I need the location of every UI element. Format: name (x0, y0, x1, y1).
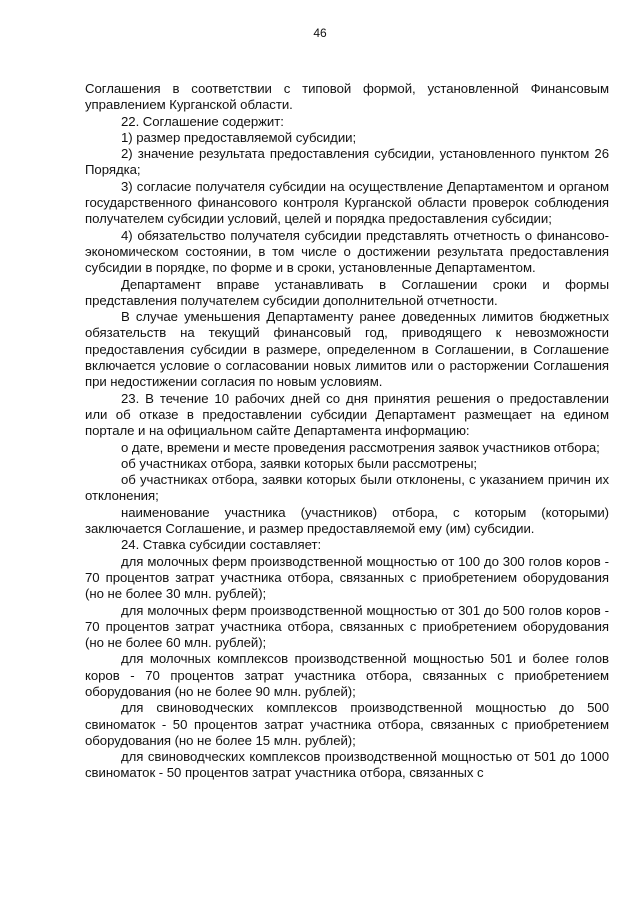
paragraph-22-item-1: 1) размер предоставляемой субсидии; (121, 129, 357, 145)
paragraph-24-dairy-501-plus: для молочных комплексов производственной мощностью 501 и более голов коров - 70 процентов затрат участника отбора, связанных с приобретением оборудования (но не более 90 млн. рублей); (85, 651, 609, 699)
paragraph-continuation: Соглашения в соответствии с типовой формой, установленной Финансовым управлением Курганской области. (85, 81, 609, 113)
paragraph-24-heading: 24. Ставка субсидии составляет: (121, 537, 322, 553)
paragraph-23-item-considered: об участниках отбора, заявки которых были рассмотрены; (121, 455, 477, 471)
paragraph-reporting-right: Департамент вправе устанавливать в Соглашении сроки и формы представления получателем субсидии дополнительной отчетности. (85, 276, 609, 308)
paragraph-limits-reduction: В случае уменьшения Департаменту ранее доведенных лимитов бюджетных обязательств на текущий финансовый год, приводящего к невозможности предоставления субсидии в размере, определенном в Соглашении, в Соглашение включается условие о согласовании новых лимитов или о расторжении Соглашения при недостижении согласия по новым условиям. (85, 309, 609, 390)
paragraph-23-item-winner: наименование участника (участников) отбора, с которым (которыми) заключается Соглашение, и размер предоставляемой ему (им) субсидии. (85, 504, 609, 537)
paragraph-24-pig-501-1000: для свиноводческих комплексов производственной мощностью от 501 до 1000 свиноматок - 50 процентов затрат участника отбора, связанных с (85, 749, 609, 781)
paragraph-22-item-3: 3) согласие получателя субсидии на осуществление Департаментом и органом государственного финансового контроля Курганской области проверок соблюдения получателем субсидии условий, целей и порядка предоставления субсидии; (85, 178, 609, 227)
paragraph-23: 23. В течение 10 рабочих дней со дня принятия решения о предоставлении или об отказе в предоставлении субсидии Департамент размещает на едином портале и на официальном сайте Департамента информацию: (85, 390, 609, 439)
paragraph-22-item-2: 2) значение результата предоставления субсидии, установленного пунктом 26 Порядка; (85, 146, 609, 178)
paragraph-23-item-date: о дате, времени и месте проведения рассмотрения заявок участников отбора; (121, 439, 600, 455)
paragraph-22-heading: 22. Соглашение содержит: (121, 113, 284, 129)
paragraph-24-dairy-100-300: для молочных ферм производственной мощностью от 100 до 300 голов коров - 70 процентов затрат участника отбора, связанных с приобретением оборудования (но не более 30 млн. рублей); (85, 553, 609, 602)
document-body (85, 81, 609, 782)
paragraph-23-item-rejected: об участниках отбора, заявки которых были отклонены, с указанием причин их отклонения; (85, 472, 609, 504)
paragraph-24-pig-up-to-500: для свиноводческих комплексов производственной мощностью до 500 свиноматок - 50 процентов затрат участника отбора, связанных с приобретением оборудования (но не более 15 млн. рублей); (85, 700, 609, 748)
paragraph-22-item-4: 4) обязательство получателя субсидии представлять отчетность о финансово-экономическом состоянии, в том числе о достижении результата предоставления субсидии в порядке, по форме и в сроки, установленные Департаментом. (85, 227, 609, 276)
page-number: 46 (313, 26, 327, 40)
paragraph-24-dairy-301-500: для молочных ферм производственной мощностью от 301 до 500 голов коров - 70 процентов затрат участника отбора, связанных с приобретением оборудования (но не более 60 млн. рублей); (85, 602, 609, 651)
